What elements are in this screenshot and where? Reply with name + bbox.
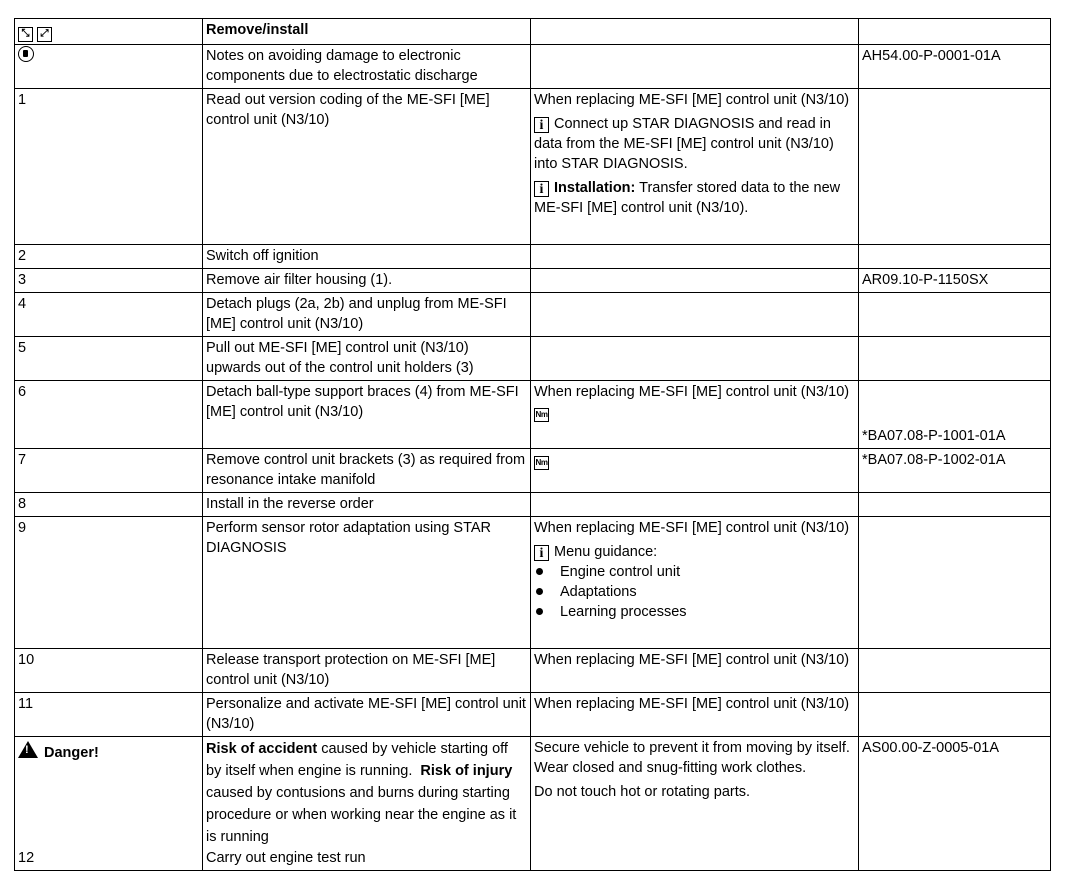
danger-row — [15, 737, 1051, 871]
list-item: Adaptations — [534, 582, 855, 602]
step-action: Detach plugs (2a, 2b) and unplug from ME-SFI [ME] control unit (N3/10) — [203, 293, 531, 337]
table-row — [15, 493, 1051, 517]
danger-cell — [15, 737, 203, 871]
procedure-table — [14, 18, 1051, 871]
document-reference[interactable]: AH54.00-P-0001-01A — [859, 45, 1051, 89]
document-reference[interactable]: *BA07.08-P-1002-01A — [859, 449, 1051, 493]
table-row — [15, 693, 1051, 737]
collapse-arrows-icon: ⤢ — [37, 27, 52, 42]
step-action: Remove control unit brackets (3) as required from resonance intake manifold — [203, 449, 531, 493]
step-action: Switch off ignition — [203, 245, 531, 269]
note-condition: When replacing ME-SFI [ME] control unit (N3/10) — [531, 693, 859, 737]
bullet-icon — [536, 568, 543, 575]
list-item: Engine control unit — [534, 562, 855, 582]
header-icons-cell — [15, 19, 203, 45]
step-number: 7 — [15, 449, 203, 493]
step-action: Detach ball-type support braces (4) from ME-SFI [ME] control unit (N3/10) — [203, 381, 531, 449]
step-number: 8 — [15, 493, 203, 517]
info-icon: i — [534, 117, 549, 133]
note-info: i Installation: Transfer stored data to the new ME-SFI [ME] control unit (N3/10). — [534, 180, 841, 216]
table-row — [15, 245, 1051, 269]
header-title: Remove/install — [203, 19, 531, 45]
step-action: Carry out engine test run — [206, 850, 366, 866]
torque-nm-icon[interactable]: Nm — [534, 456, 549, 470]
table-row — [15, 269, 1051, 293]
step-number: 2 — [15, 245, 203, 269]
step-notes — [531, 381, 859, 449]
note-condition: When replacing ME-SFI [ME] control unit (N3/10) — [531, 649, 859, 693]
bullet-icon — [536, 608, 543, 615]
torque-nm-icon[interactable]: Nm — [534, 408, 549, 422]
danger-label: Danger! — [44, 745, 99, 761]
step-number: 9 — [15, 517, 203, 649]
esd-caution-icon — [18, 46, 34, 62]
danger-risks: Risk of accident caused by vehicle starting off by itself when engine is running. Risk of injury caused by contusions and burns during starting procedure or when working near the engine as it is running Carry out engine test run — [203, 737, 531, 871]
step-number: 1 — [15, 89, 203, 245]
table-header-row — [15, 19, 1051, 45]
danger-measures: Secure vehicle to prevent it from moving by itself. Wear closed and snug-fitting work clothes. Do not touch hot or rotating parts. — [531, 737, 859, 871]
step-number: 12 — [18, 850, 35, 866]
document-reference[interactable]: AR09.10-P-1150SX — [859, 269, 1051, 293]
step-number: 11 — [15, 693, 203, 737]
step-notes — [531, 449, 859, 493]
table-row — [15, 89, 1051, 245]
step-action: Read out version coding of the ME-SFI [ME] control unit (N3/10) — [203, 89, 531, 245]
table-row — [15, 45, 1051, 89]
note-condition: When replacing ME-SFI [ME] control unit (N3/10) — [534, 92, 850, 108]
step-action: Personalize and activate ME-SFI [ME] control unit (N3/10) — [203, 693, 531, 737]
note-info: i Menu guidance: — [534, 542, 855, 562]
step-action: Install in the reverse order — [203, 493, 531, 517]
step-number: 10 — [15, 649, 203, 693]
info-icon: i — [534, 545, 549, 561]
step-action: Release transport protection on ME-SFI [ME] control unit (N3/10) — [203, 649, 531, 693]
list-item: Learning processes — [534, 602, 855, 622]
note-info: i Connect up STAR DIAGNOSIS and read in data from the ME-SFI [ME] control unit (N3/10) into STAR DIAGNOSIS. — [534, 116, 834, 172]
step-number: 3 — [15, 269, 203, 293]
step-number: 4 — [15, 293, 203, 337]
expand-arrows-icon: ⤡ — [18, 27, 33, 42]
bullet-icon — [536, 588, 543, 595]
table-row — [15, 293, 1051, 337]
step-action: Pull out ME-SFI [ME] control unit (N3/10) upwards out of the control unit holders (3) — [203, 337, 531, 381]
step-action: Perform sensor rotor adaptation using STAR DIAGNOSIS — [203, 517, 531, 649]
table-row — [15, 337, 1051, 381]
note-condition: When replacing ME-SFI [ME] control unit (N3/10) — [534, 384, 850, 400]
step-action: Remove air filter housing (1). — [203, 269, 531, 293]
step-number: 6 — [15, 381, 203, 449]
step-action: Notes on avoiding damage to electronic components due to electrostatic discharge — [203, 45, 531, 89]
note-condition: When replacing ME-SFI [ME] control unit (N3/10) — [534, 520, 850, 536]
document-reference[interactable]: *BA07.08-P-1001-01A — [859, 381, 1051, 449]
step-notes — [531, 89, 859, 245]
table-row — [15, 649, 1051, 693]
step-number: 5 — [15, 337, 203, 381]
document-reference[interactable]: AS00.00-Z-0005-01A — [859, 737, 1051, 871]
table-row — [15, 381, 1051, 449]
step-notes — [531, 517, 859, 649]
table-row — [15, 449, 1051, 493]
table-row — [15, 517, 1051, 649]
warning-triangle-icon — [18, 741, 38, 758]
info-icon: i — [534, 181, 549, 197]
